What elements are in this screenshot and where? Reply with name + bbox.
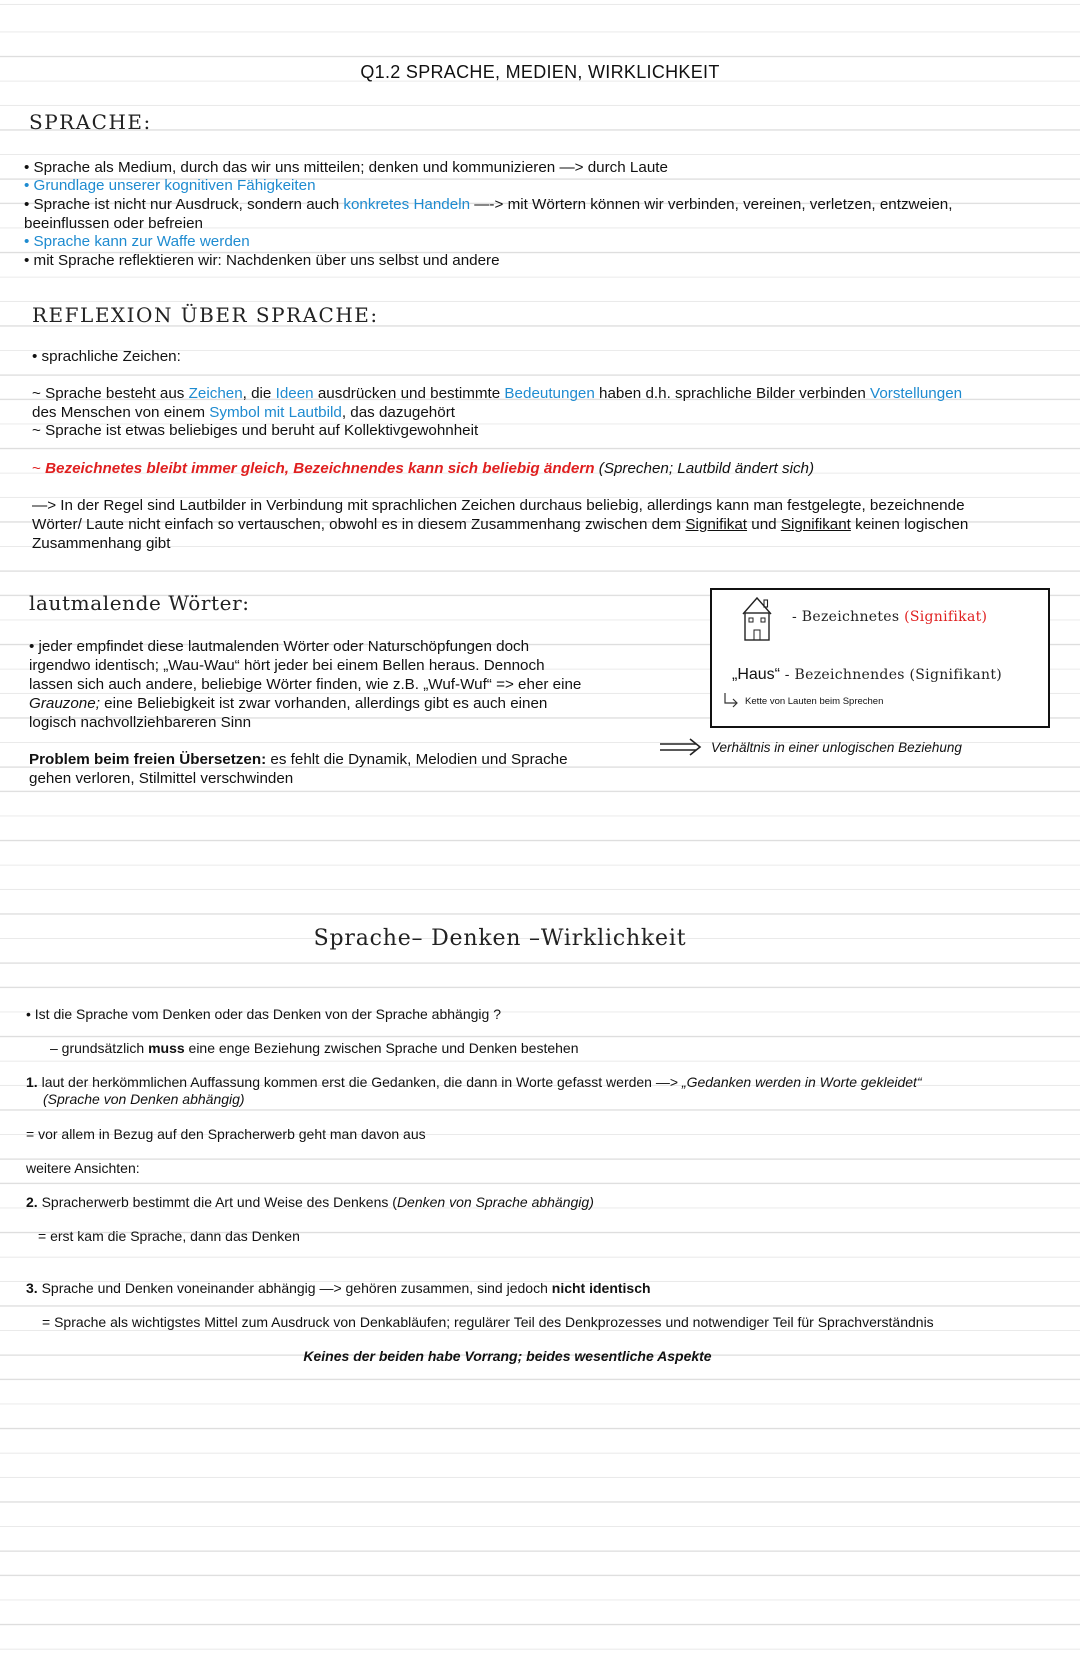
reflexion-p7: Zusammenhang gibt [32, 535, 171, 552]
laut-line-5: logisch nachvollziehbareren Sinn [29, 714, 252, 731]
italic-term: Grauzone; [29, 695, 100, 712]
laut-line-4 [29, 695, 547, 714]
text-run: – grundsätzlich [50, 1040, 149, 1056]
highlight-term: Ideen [275, 385, 314, 402]
signifikant-term: (Signifikant) [909, 667, 1003, 683]
text-run: keinen logischen [850, 516, 969, 533]
text-run: Sprache und Denken voneinander abhängig —> gehören zusammen, sind jedoch [37, 1280, 552, 1296]
list-number: 1. [26, 1074, 38, 1090]
italic-note: Denken von Sprache abhängig) [396, 1194, 594, 1210]
section-heading-denken: Sprache– Denken –Wirklichkeit [313, 926, 687, 951]
text-run: , die [242, 385, 276, 402]
haus-row [732, 666, 1002, 684]
text-run: eine enge Beziehung zwischen Sprache und Denken bestehen [184, 1040, 579, 1056]
reflexion-p4 [32, 460, 814, 479]
underlined-term: Signifikat [685, 516, 748, 533]
denken-weitere: weitere Ansichten: [26, 1160, 140, 1176]
bold-term: muss [148, 1040, 185, 1056]
turn-arrow-icon [722, 692, 740, 708]
sprache-line-6: • mit Sprache reflektieren wir: Nachdenken über uns selbst und andere [24, 252, 500, 269]
problem-line-1 [29, 751, 568, 770]
denken-eq-2: = erst kam die Sprache, dann das Denken [38, 1228, 300, 1244]
problem-line-2: gehen verloren, Stilmittel verschwinden [29, 770, 294, 787]
denken-question: • Ist die Sprache vom Denken oder das Denken von der Sprache abhängig ? [26, 1006, 501, 1022]
text-run: ~ [32, 460, 46, 477]
section-heading-reflexion: REFLEXION ÜBER SPRACHE: [32, 303, 379, 327]
text-run: laut der herkömmlichen Auffassung kommen erst die Gedanken, die dann in Worte gefasst werden —> [37, 1074, 682, 1090]
kette-note: Kette von Lauten beim Sprechen [745, 696, 884, 707]
denken-point-1-note: (Sprache von Denken abhängig) [43, 1091, 245, 1107]
sprache-line-5: • Sprache kann zur Waffe werden [24, 233, 250, 250]
highlight-term: Zeichen [188, 385, 243, 402]
reflexion-bullet: • sprachliche Zeichen: [32, 348, 181, 365]
italic-quote: „Gedanken werden in Worte gekleidet“ [681, 1074, 922, 1090]
house-icon [740, 594, 776, 644]
section-heading-lautmalend: lautmalende Wörter: [29, 591, 250, 615]
text-run: haben d.h. sprachliche Bilder verbinden [594, 385, 871, 402]
text-run: ~ Sprache besteht aus [32, 385, 189, 402]
denken-point-1 [26, 1073, 922, 1091]
highlight-statement: Bezeichnetes bleibt immer gleich, Bezeichnendes kann sich beliebig ändern [45, 460, 595, 477]
underlined-term: Signifikant [780, 516, 851, 533]
text-run: —-> mit Wörtern können wir verbinden, vereinen, verletzen, entzweien, [470, 196, 953, 213]
sprache-line-2: • Grundlage unserer kognitiven Fähigkeiten [24, 177, 316, 194]
highlight-term: Symbol mit Lautbild [209, 404, 342, 421]
reflexion-p1 [32, 385, 962, 404]
laut-line-1: • jeder empfindet diese lautmalenden Wörter oder Naturschöpfungen doch [29, 638, 530, 655]
double-arrow-icon [658, 737, 704, 757]
text-run: Wörter/ Laute nicht einfach so vertauschen, obwohl es in diesem Zusammenhang zwischen dem [32, 516, 686, 533]
highlight-term: konkretes Handeln [343, 196, 471, 213]
text-run: und [747, 516, 781, 533]
denken-eq-1: = vor allem in Bezug auf den Spracherwerb geht man davon aus [26, 1126, 426, 1142]
highlight-term: Vorstellungen [870, 385, 963, 402]
text-run: des Menschen von einem [32, 404, 210, 421]
section-heading-sprache: SPRACHE: [29, 110, 152, 134]
text-run: (Sprechen; Lautbild ändert sich) [594, 460, 815, 477]
highlight-term: Bedeutungen [504, 385, 595, 402]
sign-diagram-box [710, 588, 1050, 728]
signifikat-term: (Signifikat) [904, 609, 988, 625]
denken-grundsatz [50, 1039, 578, 1057]
reflexion-p3: ~ Sprache ist etwas beliebiges und beruht auf Kollektivgewohnheit [32, 422, 479, 439]
reflexion-p5: —> In der Regel sind Lautbilder in Verbindung mit sprachlichen Zeichen durchaus beliebig, allerdings kann man festgelegte, bezeichnende [32, 497, 965, 514]
relation-note: Verhältnis in einer unlogischen Beziehung [711, 740, 962, 755]
text-run: , das dazugehört [341, 404, 455, 421]
denken-eq-3: = Sprache als wichtigstes Mittel zum Ausdruck von Denkabläufen; regulärer Teil des Denkprozesses und notwendiger Teil für Sprachverständnis [42, 1314, 934, 1330]
bezeichnetes-label [792, 609, 987, 625]
text-run: eine Beliebigkeit ist zwar vorhanden, allerdings gibt es auch einen [99, 695, 548, 712]
laut-line-3: lassen sich auch andere, beliebige Wörter finden, wie z.B. „Wuf-Wuf“ => eher eine [29, 676, 582, 693]
bold-label: Problem beim freien Übersetzen: [29, 751, 267, 768]
laut-line-2: irgendwo identisch; „Wau-Wau“ hört jeder bei einem Bellen heraus. Dennoch [29, 657, 545, 674]
list-number: 2. [26, 1194, 38, 1210]
text-run: es fehlt die Dynamik, Melodien und Sprache [266, 751, 568, 768]
text-run: • Sprache ist nicht nur Ausdruck, sondern auch [24, 196, 344, 213]
denken-point-2 [26, 1193, 594, 1211]
haus-word: „Haus“ [732, 666, 781, 683]
denken-point-3 [26, 1279, 651, 1297]
sprache-line-1: • Sprache als Medium, durch das wir uns mitteilen; denken und kommunizieren —> durch Laute [24, 159, 668, 176]
text-run: - Bezeichnendes [780, 667, 910, 683]
denken-conclusion: Keines der beiden habe Vorrang; beides wesentliche Aspekte [303, 1348, 712, 1364]
reflexion-p6 [32, 516, 968, 535]
sprache-line-3 [24, 196, 952, 215]
list-number: 3. [26, 1280, 38, 1296]
text-run: ausdrücken und bestimmte [313, 385, 505, 402]
text-run: Spracherwerb bestimmt die Art und Weise des Denkens ( [37, 1194, 397, 1210]
reflexion-p2 [32, 404, 455, 423]
page-title: Q1.2 SPRACHE, MEDIEN, WIRKLICHKEIT [360, 62, 720, 82]
text-run: - Bezeichnetes [792, 609, 905, 625]
bold-term: nicht identisch [551, 1280, 651, 1296]
sprache-line-4: beeinflussen oder befreien [24, 215, 204, 232]
